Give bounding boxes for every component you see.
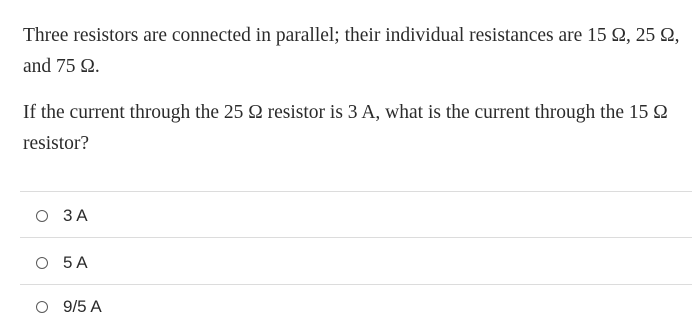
option-label: 3 A (63, 206, 88, 225)
answer-option-2[interactable] (36, 250, 88, 276)
question-paragraph-2: If the current through the 25 Ω resistor is 3 A, what is the current through the 15 Ω resistor? (23, 102, 668, 154)
answer-option-3[interactable] (36, 294, 102, 320)
question-text (23, 20, 688, 159)
radio-button[interactable] (36, 210, 48, 222)
option-label: 5 A (63, 253, 88, 272)
question-paragraph-1: Three resistors are connected in parallel; their individual resistances are 15 Ω, 25 Ω, and 75 Ω. (23, 25, 680, 77)
divider (20, 237, 692, 238)
radio-button[interactable] (36, 301, 48, 313)
divider (20, 284, 692, 285)
divider (20, 191, 692, 192)
answer-option-1[interactable] (36, 203, 88, 229)
radio-button[interactable] (36, 257, 48, 269)
option-label: 9/5 A (63, 297, 102, 316)
